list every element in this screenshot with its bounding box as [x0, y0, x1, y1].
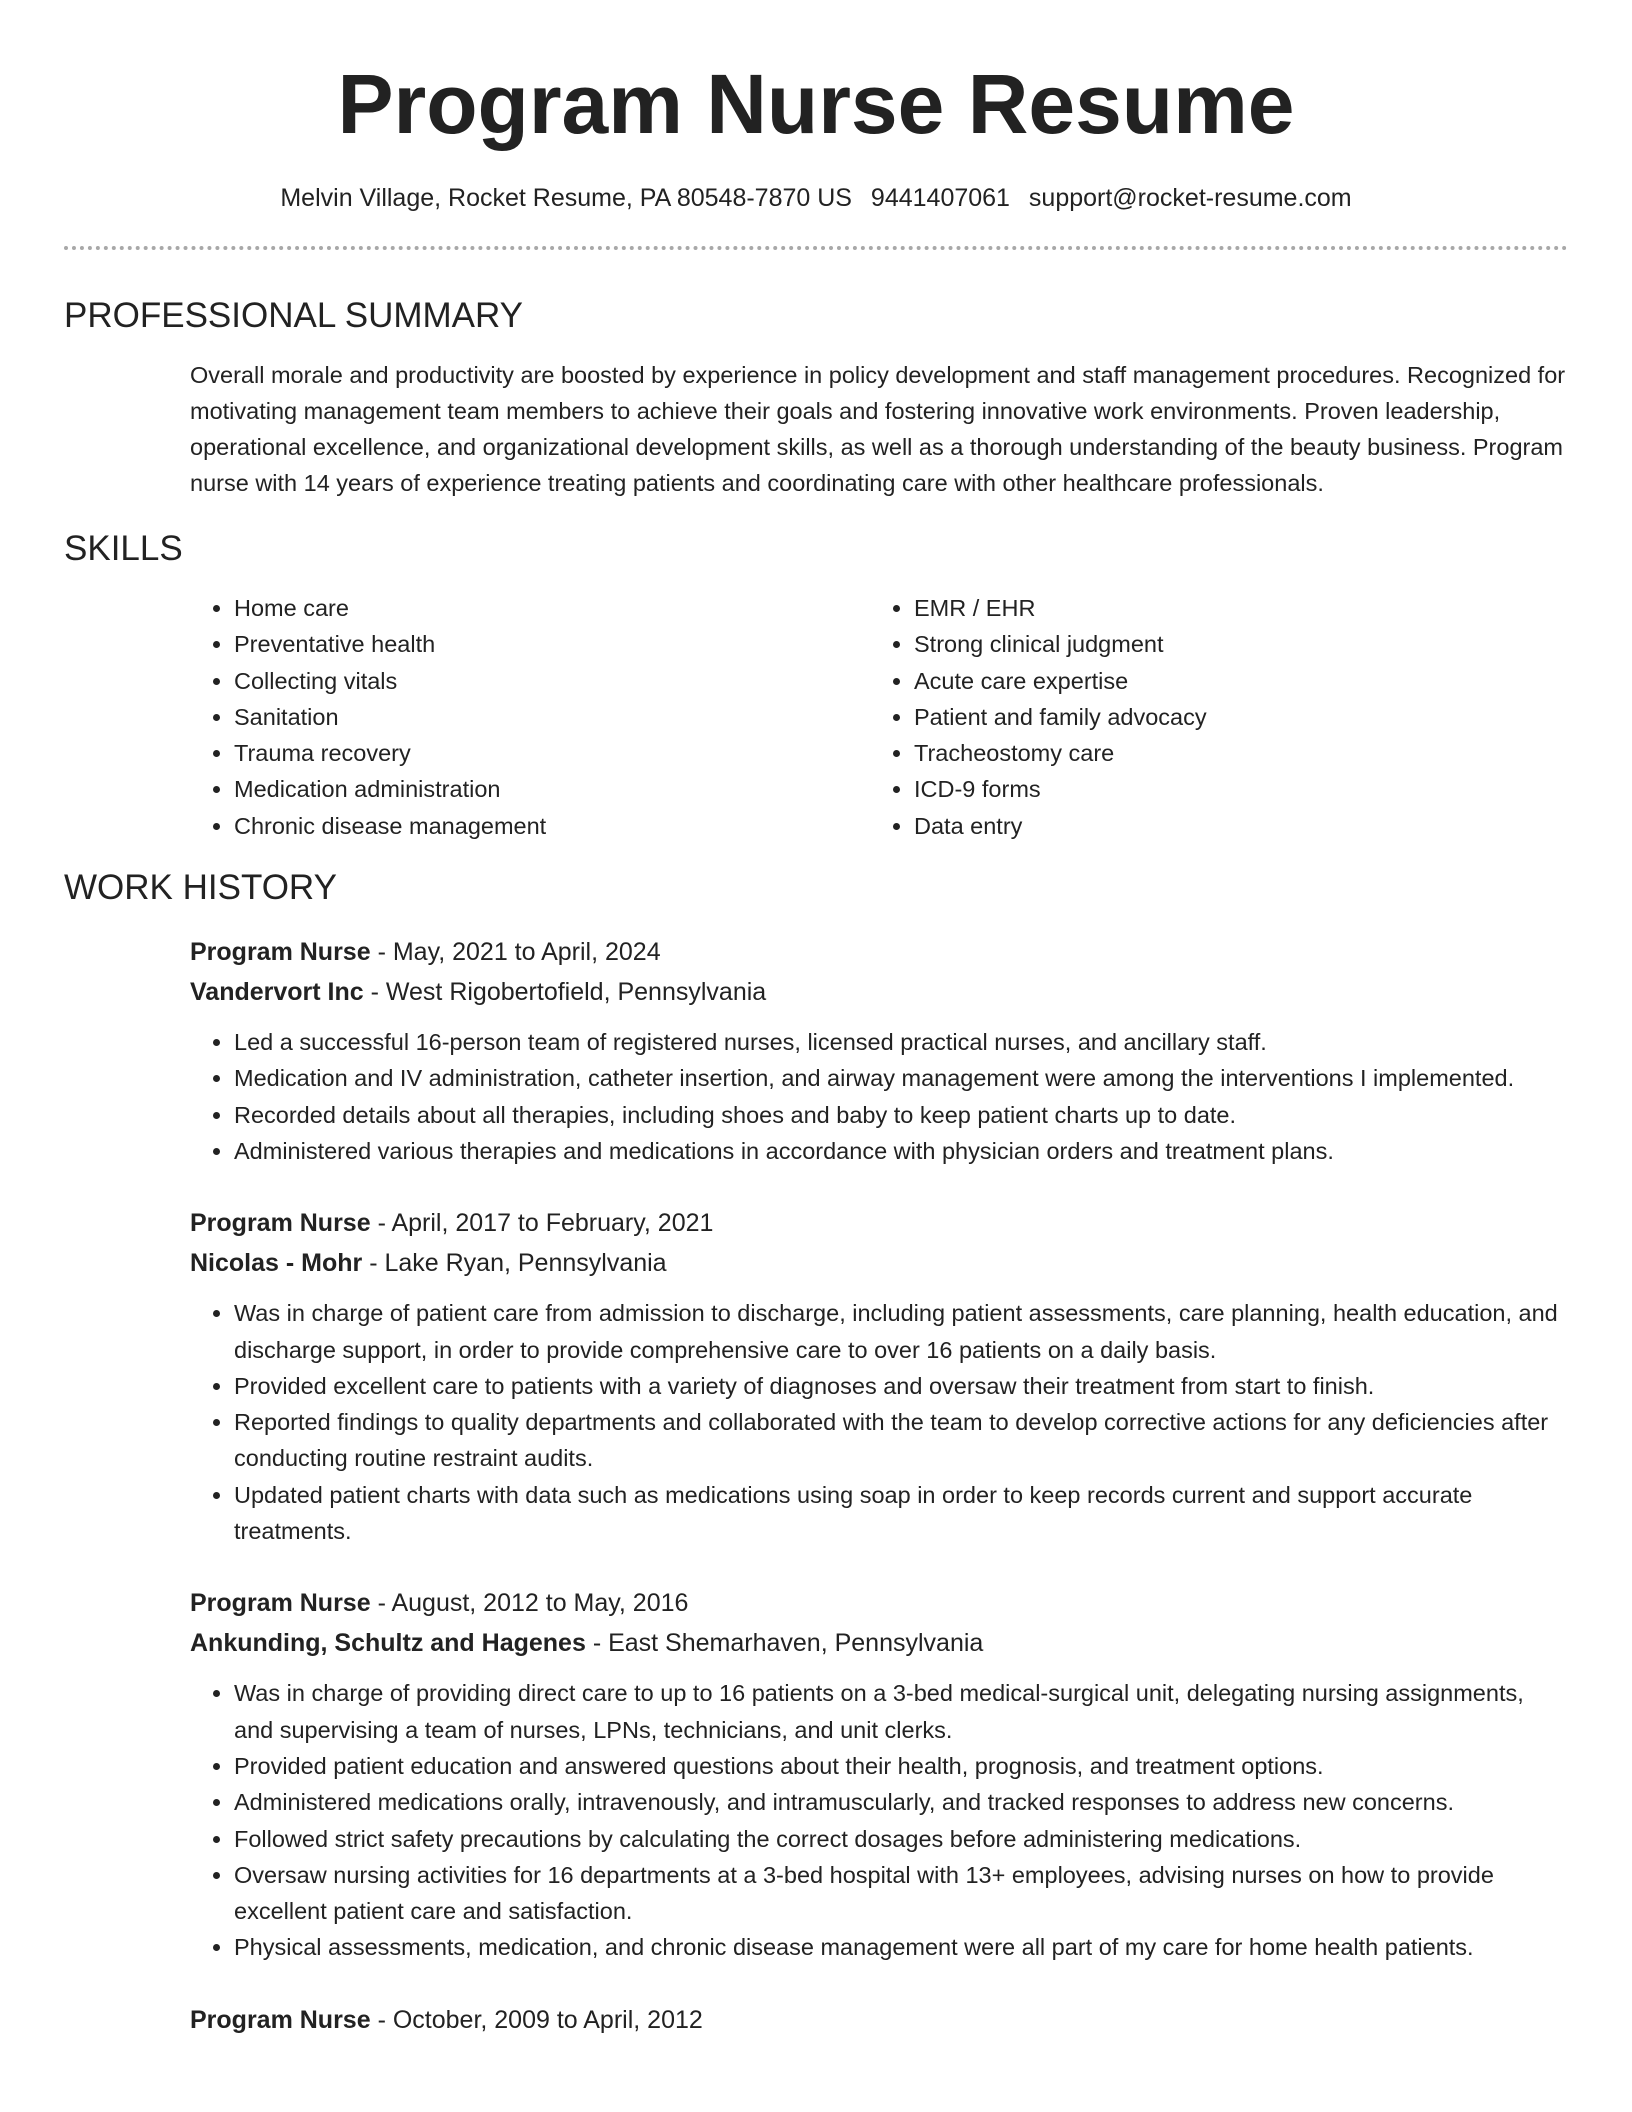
skill-item: • Patient and family advocacy [914, 699, 1207, 735]
job-bullets [190, 1024, 1568, 1169]
skills-list [190, 590, 1568, 844]
contact-phone: 9441407061 [870, 184, 1010, 212]
skill-item: • EMR / EHR [914, 590, 1207, 626]
page-title: Program Nurse Resume [337, 57, 1295, 151]
job-bullet: • Updated patient charts with data such as medications using soap in order to keep records current and support accurate treatments. [234, 1477, 1568, 1550]
job-company-line [190, 1623, 1568, 1663]
job-title: Program Nurse [190, 1589, 371, 1618]
work-section-title: WORK HISTORY [64, 868, 337, 908]
skill-item: • Trauma recovery [234, 735, 870, 771]
job-bullet: • Was in charge of providing direct care to up to 16 patients on a 3-bed medical-surgical unit, delegating nursing assignments, and supervising a team of nurses, LPNs, technicians, and unit clerks. [234, 1675, 1568, 1748]
job-title: Program Nurse [190, 1209, 371, 1238]
skill-item: • Chronic disease management [234, 808, 870, 844]
job-bullet: • Administered various therapies and medications in accordance with physician orders and treatment plans. [234, 1133, 1568, 1169]
job-dates: - April, 2017 to February, 2021 [370, 1209, 714, 1238]
summary-text: Overall morale and productivity are boosted by experience in policy development and staff management procedures. Recognized for motivating management team members to achieve their goals and fostering innovative work environments. Proven leadership, operational excellence, and organizational development skills, as well as a thorough understanding of the beauty business. Program nurse with 14 years of experience treating patients and coordinating care with other healthcare professionals. [190, 362, 1566, 496]
job-title-line [190, 2000, 1568, 2040]
skill-item: • Preventative health [234, 626, 870, 662]
skills-column-right [870, 590, 1207, 844]
contact-email: support@rocket-resume.com [1028, 184, 1352, 212]
job-title-line [190, 932, 1568, 972]
job-title-line [190, 1583, 1568, 1623]
job-dates: - August, 2012 to May, 2016 [370, 1589, 689, 1618]
skill-item: • Strong clinical judgment [914, 626, 1207, 662]
job-bullet: • Provided excellent care to patients with a variety of diagnoses and oversaw their treatment from start to finish. [234, 1368, 1568, 1404]
job-dates: - May, 2021 to April, 2024 [370, 938, 661, 967]
job-title: Program Nurse [190, 938, 371, 967]
job-bullet: • Provided patient education and answered questions about their health, prognosis, and treatment options. [234, 1748, 1568, 1784]
contact-address: Melvin Village, Rocket Resume, PA 80548-7870 US [280, 184, 852, 212]
resume-page [64, 0, 1568, 2040]
job-bullets [190, 1675, 1568, 1965]
job-bullet: • Recorded details about all therapies, including shoes and baby to keep patient charts up to date. [234, 1097, 1568, 1133]
job-entry [64, 1583, 1568, 1965]
job-bullet: • Administered medications orally, intravenously, and intramuscularly, and tracked responses to address new concerns. [234, 1784, 1568, 1820]
job-company: Nicolas - Mohr [190, 1249, 363, 1278]
job-entry [64, 1203, 1568, 1549]
skills-column-left [190, 590, 870, 844]
job-bullet: • Physical assessments, medication, and chronic disease management were all part of my care for home health patients. [234, 1929, 1568, 1965]
skill-item: • Sanitation [234, 699, 870, 735]
summary-section-title: PROFESSIONAL SUMMARY [64, 296, 523, 335]
skill-item: • Collecting vitals [234, 663, 870, 699]
skill-item: • Home care [234, 590, 870, 626]
skill-item: • Acute care expertise [914, 663, 1207, 699]
job-company: Vandervort Inc [190, 978, 364, 1007]
job-entry [64, 932, 1568, 1169]
job-title-line [190, 1203, 1568, 1243]
header-divider [64, 246, 1568, 250]
job-location: - West Rigobertofield, Pennsylvania [363, 978, 767, 1007]
job-bullet: • Led a successful 16-person team of registered nurses, licensed practical nurses, and ancillary staff. [234, 1024, 1568, 1060]
job-entry [64, 2000, 1568, 2040]
job-dates: - October, 2009 to April, 2012 [370, 2005, 703, 2034]
contact-line [64, 181, 1568, 215]
skill-item: • Data entry [914, 808, 1207, 844]
job-bullet: • Reported findings to quality departments and collaborated with the team to develop corrective actions for any deficiencies after conducting routine restraint audits. [234, 1404, 1568, 1477]
job-bullet: • Followed strict safety precautions by calculating the correct dosages before administering medications. [234, 1821, 1568, 1857]
job-title: Program Nurse [190, 2005, 371, 2034]
job-company-line [190, 1243, 1568, 1283]
skill-item: • ICD-9 forms [914, 771, 1207, 807]
job-company-line [190, 972, 1568, 1012]
job-bullet: • Was in charge of patient care from admission to discharge, including patient assessments, care planning, health education, and discharge support, in order to provide comprehensive care to over 16 patients on a daily basis. [234, 1295, 1568, 1368]
job-bullets [190, 1295, 1568, 1549]
skills-section-title: SKILLS [64, 529, 183, 568]
job-location: - East Shemarhaven, Pennsylvania [585, 1629, 984, 1658]
job-bullet: • Medication and IV administration, catheter insertion, and airway management were among the interventions I implemented. [234, 1060, 1568, 1096]
job-bullet: • Oversaw nursing activities for 16 departments at a 3-bed hospital with 13+ employees, advising nurses on how to provide excellent patient care and satisfaction. [234, 1857, 1568, 1930]
job-company: Ankunding, Schultz and Hagenes [190, 1629, 586, 1658]
job-location: - Lake Ryan, Pennsylvania [362, 1249, 667, 1278]
skill-item: • Tracheostomy care [914, 735, 1207, 771]
skill-item: • Medication administration [234, 771, 870, 807]
